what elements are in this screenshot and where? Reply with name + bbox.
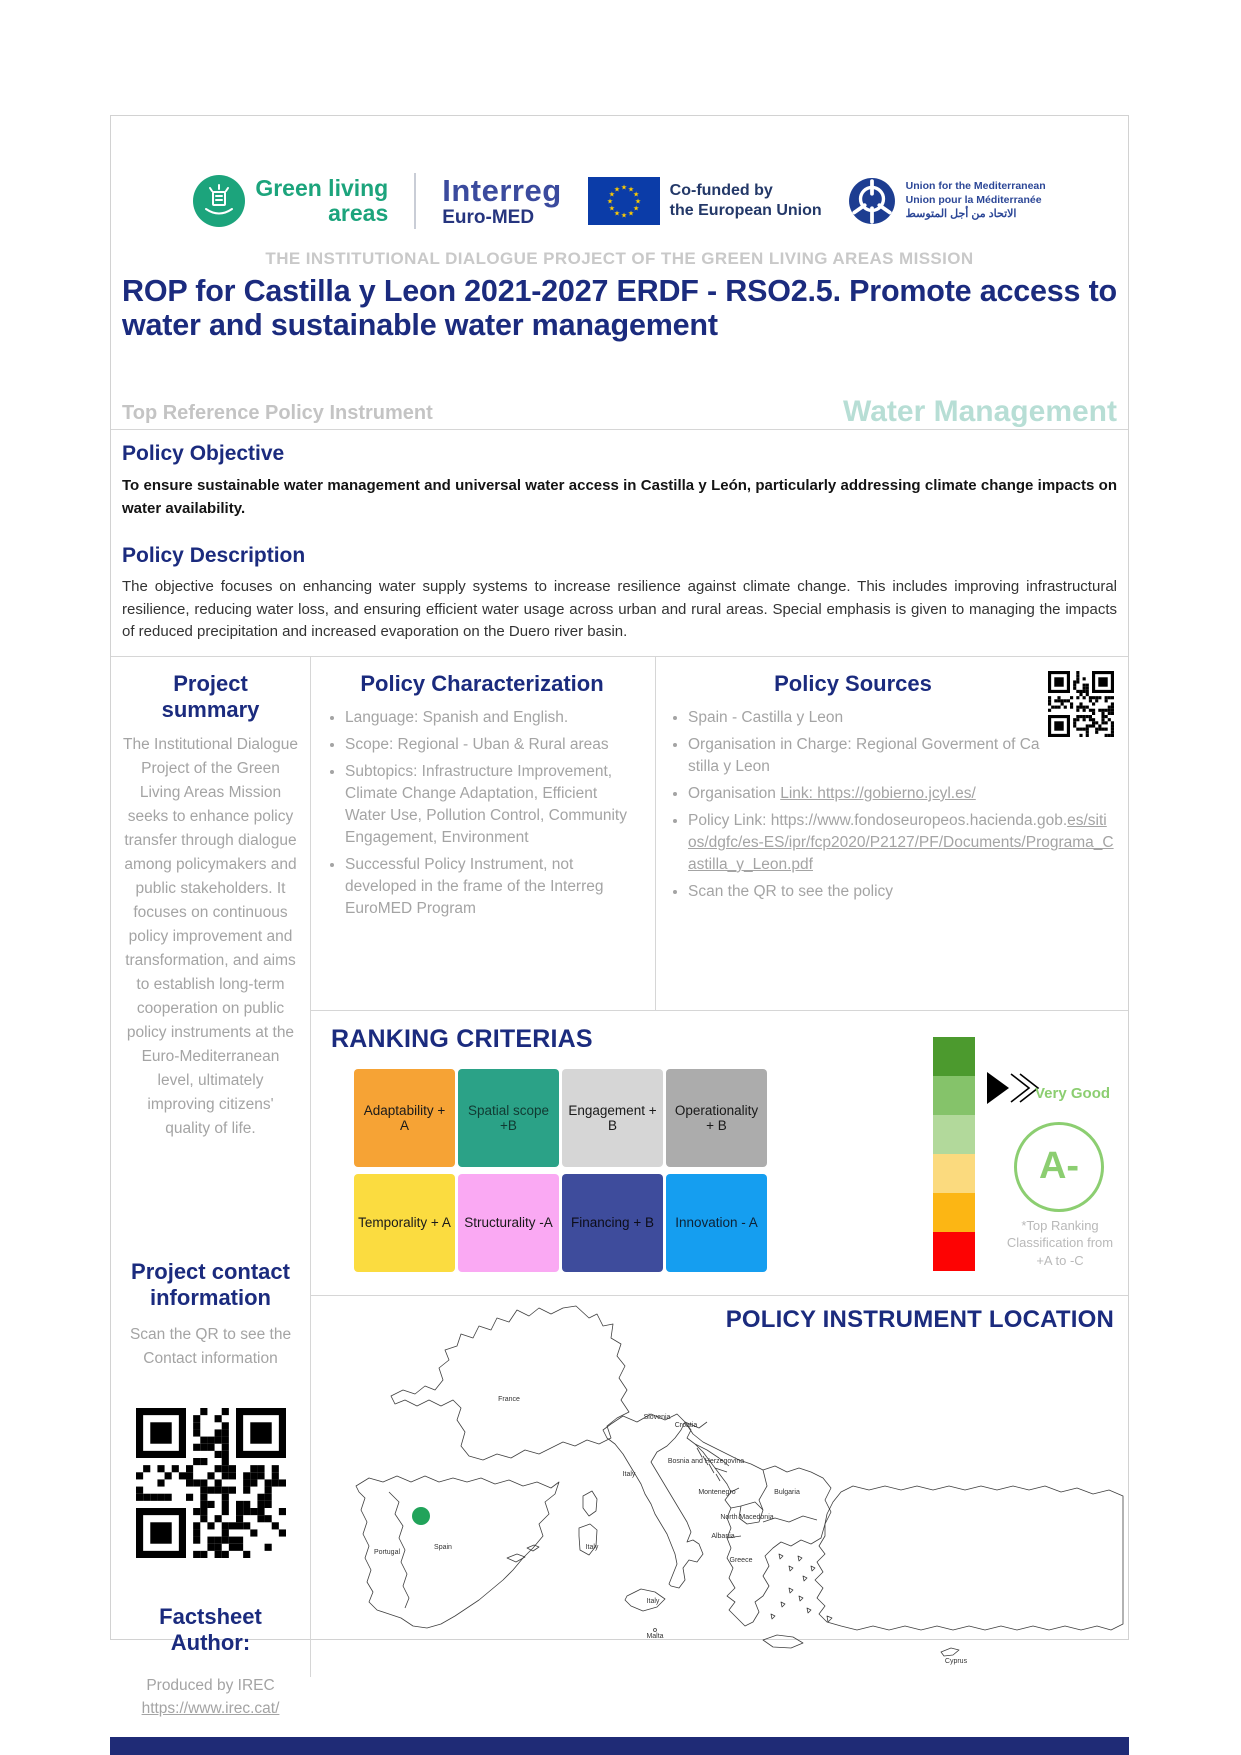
page-title: ROP for Castilla y Leon 2021-2027 ERDF - RSO2.5. Promote access to water and sustainable water management (122, 275, 1117, 342)
policy-characterization-list (323, 707, 641, 920)
footer-bar (110, 1737, 1129, 1755)
svg-text:★: ★ (627, 185, 634, 193)
ranking-box: Engagement + B (562, 1069, 663, 1167)
kicker-line: THE INSTITUTIONAL DIALOGUE PROJECT OF THE GREEN LIVING AREAS MISSION (265, 249, 974, 268)
ranking-section (311, 1011, 1128, 1297)
svg-text:★: ★ (632, 191, 639, 199)
ranking-color-scale (933, 1037, 975, 1271)
svg-text:Bulgaria: Bulgaria (774, 1489, 800, 1497)
factsheet-author-heading: Factsheet Author: (159, 1603, 262, 1655)
svg-text:★: ★ (634, 198, 641, 206)
ranking-grid (354, 1069, 767, 1272)
svg-text:★: ★ (606, 198, 613, 206)
project-summary-text: The Institutional Dialogue Project of the Green Living Areas Mission seeks to enhance policy transfer through dialogue among policymakers and public stakeholders. It focuses on continuous policy improvement and transformation, and aims to establish long-term cooperation on public policy instruments at the Euro-Mediterranean level, ultimately improving citizens' quality of life. (123, 736, 298, 1138)
svg-text:★: ★ (620, 184, 627, 192)
logo-row (111, 116, 1128, 249)
green-living-areas-icon (193, 175, 245, 227)
map-section (311, 1296, 1128, 1677)
ranking-box: Operationality + B (666, 1069, 767, 1167)
irec-link[interactable]: https://www.irec.cat/ (141, 1700, 280, 1718)
svg-text:Croatia: Croatia (674, 1422, 698, 1430)
europe-map (311, 1296, 1130, 1668)
ranking-box: Adaptability + A (354, 1069, 455, 1167)
policy-objective-text: To ensure sustainable water management and universal water access in Castilla y León, particularly addressing climate change impacts on water availability. (122, 477, 1117, 518)
svg-text:★: ★ (620, 212, 627, 220)
eu-cofunded-text: Co-funded by the European Union (669, 181, 822, 219)
policy-objective-heading: Policy Objective (122, 442, 285, 465)
policy-sources-list (666, 707, 1114, 903)
svg-text:North Macedonia: North Macedonia (720, 1514, 774, 1522)
scale-segment (933, 1115, 975, 1154)
source-item (688, 881, 1114, 903)
scale-segment (933, 1154, 975, 1193)
svg-text:Albania: Albania (711, 1533, 735, 1541)
svg-text:★: ★ (613, 210, 620, 218)
svg-text:Italy: Italy (646, 1598, 660, 1606)
svg-text:Slovenia: Slovenia (643, 1414, 671, 1422)
scale-segment (933, 1037, 975, 1076)
subtitle-left: Top Reference Policy Instrument (122, 402, 433, 424)
ranking-note: *Top Ranking Classification from +A to -C (1006, 1217, 1114, 1268)
ranking-box: Structurality -A (458, 1174, 559, 1272)
svg-text:★: ★ (632, 205, 639, 213)
source-text: Spain - Castilla y Leon (688, 709, 844, 726)
location-marker (412, 1507, 430, 1525)
svg-text:★: ★ (608, 191, 615, 199)
source-item (688, 734, 1114, 778)
eu-cofunded-logo (588, 177, 822, 225)
ranking-box: Innovation - A (666, 1174, 767, 1272)
svg-text:Greece: Greece (729, 1557, 753, 1565)
source-text: Scan the QR to see the policy (688, 883, 894, 900)
source-item (688, 783, 1114, 805)
svg-text:France: France (498, 1396, 520, 1404)
source-link[interactable]: es/sitios/dgfc/es-ES/ipr/fcp2020/P2127/PF/Documents/Programa_Castilla_y_Leon.pdf (688, 812, 1114, 873)
characterization-item: • Language: Spanish and English. (345, 707, 641, 729)
factsheet-author-text: Produced by IREC https://www.irec.cat/ (141, 1676, 280, 1718)
project-contact-text: Scan the QR to see the Contact information (129, 1326, 292, 1367)
characterization-item: • Successful Policy Instrument, not developed in the frame of the Interreg EuroMED Program (345, 854, 641, 920)
svg-text:★: ★ (627, 210, 634, 218)
policy-characterization-section (311, 657, 656, 1010)
contact-qr-code[interactable] (136, 1408, 286, 1558)
scale-segment (933, 1193, 975, 1232)
svg-text:★: ★ (613, 185, 620, 193)
source-item (688, 810, 1114, 876)
svg-text:Malta: Malta (646, 1633, 664, 1641)
policy-sources-section (656, 657, 1128, 1010)
characterization-item: • Scope: Regional - Uban & Rural areas (345, 734, 641, 756)
policy-qr-code[interactable] (1048, 671, 1114, 737)
svg-text:Montenegro: Montenegro (698, 1489, 736, 1497)
policy-description-section (111, 540, 1128, 656)
interreg-euromed-logo: Interreg Euro-MED (442, 172, 562, 228)
svg-text:Italy: Italy (585, 1544, 599, 1552)
policy-description-text: The objective focuses on enhancing water supply systems to increase resilience against climate change. This includes improving infrastructural resilience, reducing water loss, and ensuring efficient water usage across urban and rural areas. Special emphasis is given to managing the impacts of reduced precipitation and increased evaporation on the Duero river basin. (122, 578, 1117, 640)
characterization-item: • Subtopics: Infrastructure Improvement, Climate Change Adaptation, Efficient Water Use, Pollution Control, Community Engagement, Environment (345, 761, 641, 849)
ranking-verdict: Very Good (1035, 1084, 1111, 1102)
svg-text:Bosnia and Herzegovina: Bosnia and Herzegovina (667, 1458, 745, 1466)
source-text: Organisation in Charge: Regional Goverment of Castilla y Leon (688, 736, 1040, 775)
svg-text:★: ★ (608, 205, 615, 213)
logo-separator (414, 173, 416, 229)
svg-text:Italy: Italy (622, 1471, 636, 1479)
ufm-logo (848, 177, 1046, 225)
ranking-box: Temporality + A (354, 1174, 455, 1272)
factsheet-card (110, 115, 1129, 1718)
ranking-box: Financing + B (562, 1174, 663, 1272)
svg-text:Cyprus: Cyprus (944, 1658, 968, 1666)
ufm-wordmark: Union for the Mediterranean Union pour la Méditerranée الاتحاد من أجل المتوسط (905, 179, 1046, 221)
map-country-labels (374, 1396, 968, 1665)
scale-segment (933, 1232, 975, 1271)
ranking-grade-badge: A- (1014, 1122, 1104, 1212)
topic-badge: Water Management (843, 395, 1117, 428)
ranking-heading: RANKING CRITERIAS (331, 1024, 593, 1053)
left-column (111, 657, 311, 1718)
project-summary-heading: Project summary (161, 671, 260, 722)
policy-characterization-heading: Policy Characterization (360, 671, 604, 696)
eu-flag-icon (588, 177, 660, 225)
subtitle-row (111, 387, 1128, 429)
ufm-icon (848, 177, 896, 225)
svg-text:Portugal: Portugal (373, 1549, 401, 1557)
green-living-areas-logo (193, 175, 388, 227)
svg-text:Spain: Spain (434, 1544, 452, 1552)
ranking-box: Spatial scope +B (458, 1069, 559, 1167)
policy-description-heading: Policy Description (122, 544, 306, 567)
source-link[interactable]: Link: https://gobierno.jcyl.es/ (780, 785, 976, 802)
policy-objective-section (111, 429, 1128, 540)
source-text: Organisation (688, 785, 781, 802)
green-living-areas-wordmark: Green living areas (255, 175, 389, 226)
source-text: Policy Link: https://www.fondoseuropeos.hacienda.gob. (688, 812, 1068, 829)
project-contact-heading: Project contact information (131, 1259, 290, 1311)
policy-sources-heading: Policy Sources (774, 671, 932, 696)
scale-segment (933, 1076, 975, 1115)
map-heading: POLICY INSTRUMENT LOCATION (725, 1306, 1114, 1334)
